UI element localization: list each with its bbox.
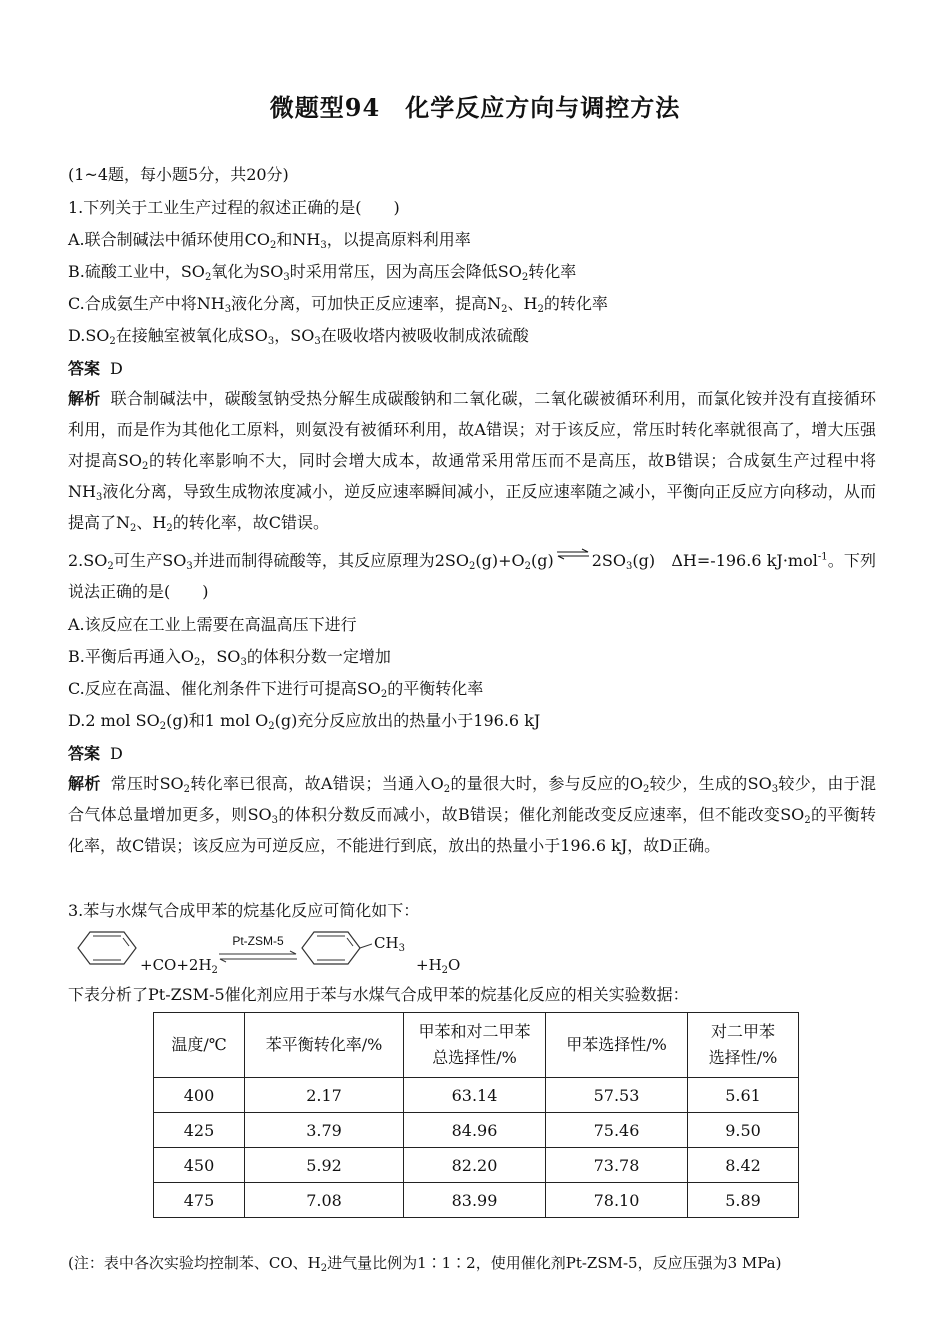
q2-explanation: 解析 常压时$SO_2$转化率已很高，故A错误；当通入$O_2$的量很大时，参与反应的$O_2$较少，生成的$SO_3$较少，由于混合气体总量增加更多，则$SO_3$的体积分数反而减小，故B错误；催化剂能改变反应速率，但不能改变$SO_2$的平衡转化率，故C错误；该反应为可逆反应，不能进行到底，放出的热量小于196.6 kJ，故D正确。 xyxy=(68,774,876,855)
products-text: $+H_2O$ xyxy=(416,956,461,976)
table-cell: 8.42 xyxy=(688,1148,799,1183)
table-intro: 下表分析了Pt-ZSM-5催化剂应用于苯与水煤气合成甲苯的烷基化反应的相关实验数据： xyxy=(68,985,689,1004)
q1-explanation: 解析 联合制碱法中，碳酸氢钠受热分解生成碳酸钠和二氧化碳，二氧化碳被循环利用，而氯化铵并没有直接循环利用，而是作为其他化工原料，则氨没有被循环利用，故A错误；对于该反应，常压时转化率就很高了，增大压强对提高$SO_2$的转化率影响不大，同时会增大成本，故通常采用常压而不是高压，故B错误；合成氨生产过程中将$NH_3$液化分离，导致生成物浓度减小，逆反应速率瞬间减小，正反应速率随之减小，平衡向正反应方向移动，从而提高了$N_2$、$H_2$的转化率，故C错误。 xyxy=(68,389,876,534)
table-cell: 5.89 xyxy=(688,1183,799,1218)
table-cell: 400 xyxy=(154,1078,245,1113)
page-title: 微题型94 化学反应方向与调控方法 xyxy=(269,93,681,122)
table-cell: 5.61 xyxy=(688,1078,799,1113)
q2-option-a: A.该反应在工业上需要在高温高压下进行 xyxy=(68,615,357,634)
table-cell: 78.10 xyxy=(546,1183,688,1218)
q1-option-d: $D.SO_2$在接触室被氧化成$SO_3$，$SO_3$在吸收塔内被吸收制成浓硫酸 xyxy=(68,326,529,347)
intro-text: (1~4题，每小题5分，共20分) xyxy=(68,165,289,184)
catalyst-label: Pt-ZSM-5 xyxy=(232,934,284,948)
table-cell: 9.50 xyxy=(688,1113,799,1148)
q2-option-d: D.2 mol $SO_2(g)$和1 mol $O_2(g)$充分反应放出的热量小于196.6 kJ xyxy=(68,711,541,732)
table-note: (注：表中各次实验均控制苯、CO、$H_2$进气量比例为1∶1∶2，使用催化剂Pt-ZSM-5，反应压强为3 MPa) xyxy=(68,1254,782,1274)
table-cell: 82.20 xyxy=(404,1148,546,1183)
table-cell: 2.17 xyxy=(245,1078,404,1113)
table-cell: 63.14 xyxy=(404,1078,546,1113)
header-benzene-conversion: 苯平衡转化率/% xyxy=(245,1013,404,1078)
table-cell: 73.78 xyxy=(546,1148,688,1183)
table-cell: 450 xyxy=(154,1148,245,1183)
experiment-data-table xyxy=(153,1012,799,1218)
table-row xyxy=(154,1183,799,1218)
table-cell: 425 xyxy=(154,1113,245,1148)
table-cell: 475 xyxy=(154,1183,245,1218)
table-cell: 3.79 xyxy=(245,1113,404,1148)
q1-option-b: B.硫酸工业中，$SO_2$氧化为$SO_3$时采用常压，因为高压会降低$SO_2$转化率 xyxy=(68,262,577,283)
header-p-xylene-selectivity: 对二甲苯 选择性/% xyxy=(688,1013,799,1078)
reaction-equation xyxy=(68,930,568,980)
table-row xyxy=(154,1078,799,1113)
q3-stem: 3.苯与水煤气合成甲苯的烷基化反应可简化如下： xyxy=(68,901,420,920)
equilibrium-arrow-icon xyxy=(556,548,590,560)
q1-answer: 答案 D xyxy=(68,359,123,378)
table-cell: 7.08 xyxy=(245,1183,404,1218)
table-cell: 84.96 xyxy=(404,1113,546,1148)
table-cell: 5.92 xyxy=(245,1148,404,1183)
header-toluene-selectivity: 甲苯选择性/% xyxy=(546,1013,688,1078)
q2-option-b: B.平衡后再通入$O_2$，$SO_3$的体积分数一定增加 xyxy=(68,647,391,668)
table-row xyxy=(154,1113,799,1148)
table-row xyxy=(154,1148,799,1183)
q2-stem: $2.SO_2$可生产$SO_3$并进而制得硫酸等，其反应原理为$2SO_2(g)+O_2(g)$ $2SO_3(g)$ ΔH=-196.6 kJ·mol$^{-1}$。下列说法正确的是( ) xyxy=(68,545,876,607)
q2-option-c: C.反应在高温、催化剂条件下进行可提高$SO_2$的平衡转化率 xyxy=(68,679,484,700)
methyl-group-label: $CH_3$ xyxy=(374,934,405,954)
table-cell: 75.46 xyxy=(546,1113,688,1148)
q1-option-c: C.合成氨生产中将$NH_3$液化分离，可加快正反应速率，提高$N_2$、$H_2$的转化率 xyxy=(68,294,608,315)
q2-answer: 答案 D xyxy=(68,744,123,763)
q1-option-a: A.联合制碱法中循环使用$CO_2$和$NH_3$，以提高原料利用率 xyxy=(68,230,471,251)
table-cell: 83.99 xyxy=(404,1183,546,1218)
reactants-text: $+CO+2H_2$ xyxy=(140,956,218,976)
benzene-structure-icon xyxy=(76,930,138,966)
q1-stem: 1.下列关于工业生产过程的叙述正确的是( ) xyxy=(68,198,400,217)
header-temperature: 温度/℃ xyxy=(154,1013,245,1078)
table-header-row xyxy=(154,1013,799,1078)
reaction-arrow-icon xyxy=(218,950,298,964)
toluene-structure-icon xyxy=(300,930,372,966)
header-total-selectivity: 甲苯和对二甲苯 总选择性/% xyxy=(404,1013,546,1078)
table-cell: 57.53 xyxy=(546,1078,688,1113)
